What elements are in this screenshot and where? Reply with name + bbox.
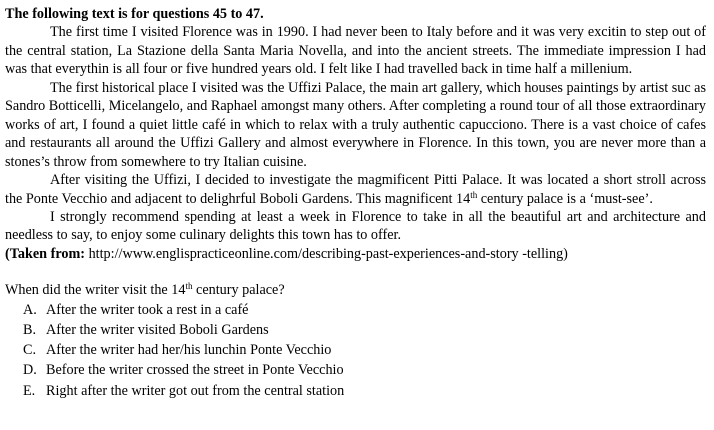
option-b-letter: B.: [23, 322, 37, 338]
paragraph-3-superscript: th: [470, 189, 478, 200]
section-heading: The following text is for questions 45 to 47.: [5, 6, 264, 22]
paragraph-2: The first historical place I visited was the Uffizi Palace, the main art gallery, which houses paintings by artist suc as Sandro Botticelli, Micelangelo, and Raphael amongst many others. After completing a round tour of all those extraordinary works of art, I found a quiet little café in which to relax with a truly authentic capucciono. There is a vast choice of cafes and restaurants all around the Uffizi Gallery and almost everywhere in Florence. In this town, you are never more than a stones’s throw from somewhere to try Italian cuisine.: [5, 79, 706, 170]
option-a[interactable]: [5, 300, 706, 320]
answer-options: [5, 300, 706, 401]
option-c-letter: C.: [23, 342, 37, 359]
option-d-letter: D.: [23, 362, 37, 379]
option-b[interactable]: [5, 320, 706, 340]
option-e-letter: E.: [23, 382, 36, 399]
paragraph-1: The first time I visited Florence was in 1990. I had never been to Italy before and it was very excitin to step out of the central station, La Stazione della Santa Maria Novella, and into the ancient streets. The immediate impression I had was that everythin is all four or five hundred years old. I felt like I had travelled back in time half a millenium.: [5, 24, 706, 78]
option-e[interactable]: [5, 381, 706, 401]
spacer: [5, 263, 706, 281]
paragraph-3-text-after: century palace is a ‘must-see’.: [477, 190, 653, 207]
option-e-text: Right after the writer got out from the central station: [46, 382, 345, 399]
question-text: [5, 281, 706, 299]
source-colon: :: [80, 245, 86, 262]
option-a-letter: A.: [23, 301, 37, 318]
paragraph-3: [5, 171, 706, 208]
paragraph-4: I strongly recommend spending at least a week in Florence to take in all the beautiful art and architecture and needless to say, to enjoy some culinary delights this town has to offer.: [5, 208, 706, 244]
option-c-text: After the writer had her/his lunchin Ponte Vecchio: [46, 342, 332, 359]
paragraph-3-text-before: After visiting the Uffizi, I decided to investigate the magmificent Pitti Palace. It was located a short stroll across the Ponte Vecchio and adjacent to delighrful Boboli Gardens. This magnificent 14: [5, 172, 706, 207]
option-c[interactable]: [5, 340, 706, 360]
question-superscript: th: [185, 281, 193, 292]
option-d[interactable]: [5, 360, 706, 380]
source-label: (Taken from: [5, 245, 81, 262]
option-d-text: Before the writer crossed the street in Ponte Vecchio: [46, 362, 344, 379]
source-citation: [5, 245, 706, 263]
source-url: http://www.englispracticeonline.com/describing-past-experiences-and-story -telling): [85, 245, 568, 262]
question-text-after: century palace?: [192, 282, 285, 299]
question-text-before: When did the writer visit the 14: [5, 282, 186, 299]
option-b-text: After the writer visited Boboli Gardens: [46, 322, 269, 338]
option-a-text: After the writer took a rest in a café: [46, 301, 249, 318]
